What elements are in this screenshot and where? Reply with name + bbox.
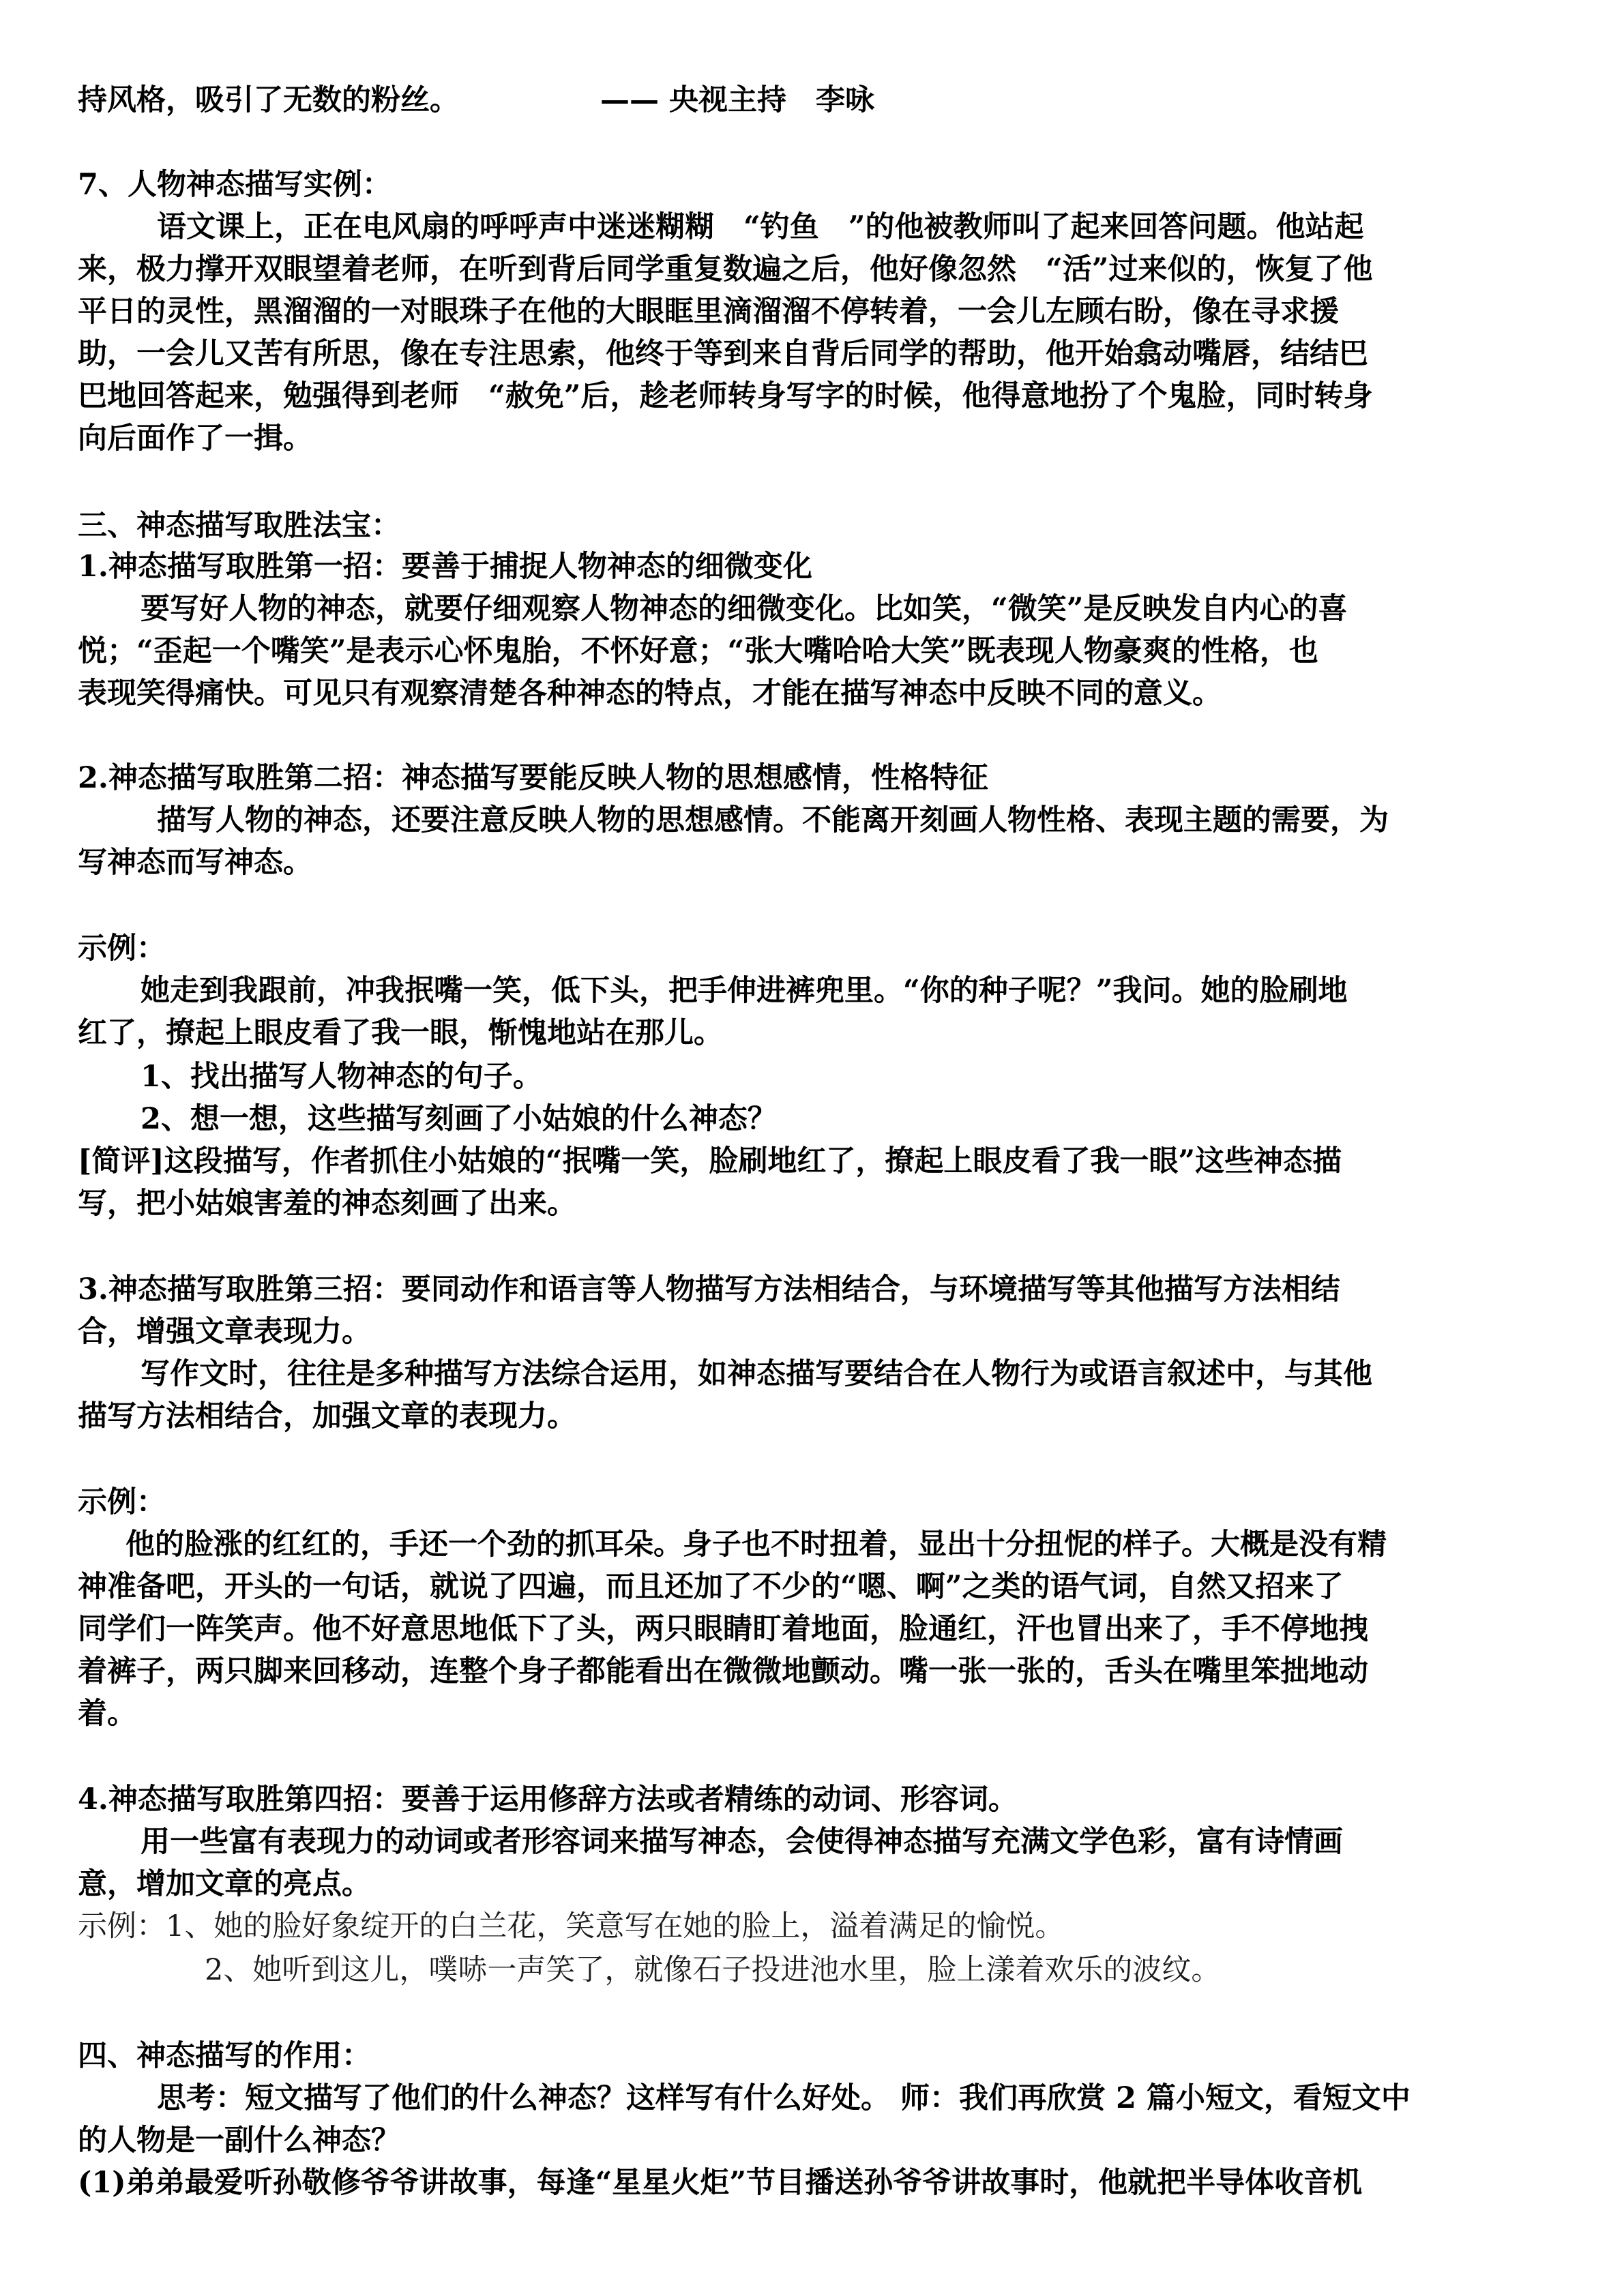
text-line: 示例： — [78, 931, 166, 966]
text-line: 着裤子，两只脚来回移动，连整个身子都能看出在微微地颤动。嘴一张一张的，舌头在嘴里笨拙地动 — [78, 1654, 1368, 1688]
text-line: 巴地回答起来，勉强得到老师 “赦免”后，趁老师转身写字的时候，他得意地扮了个鬼脸，同时转身 — [78, 379, 1373, 413]
text-line: (1)弟弟最爱听孙敬修爷爷讲故事，每逢“星星火炬”节目播送孙爷爷讲故事时，他就把半导体收音机 — [78, 2166, 1363, 2200]
text-line: 着。 — [78, 1697, 136, 1731]
text-line: 7、人物神态描写实例： — [78, 168, 392, 202]
text-line: 1.神态描写取胜第一招：要善于捕捉人物神态的细微变化 — [78, 550, 812, 584]
text-line: 思考：短文描写了他们的什么神态？这样写有什么好处。 师：我们再欣赏 2 篇小短文，看短文中 — [157, 2081, 1411, 2115]
text-line: 神准备吧，开头的一句话，就说了四遍，而且还加了不少的“嗯、啊”之类的语气词，自然又招来了 — [78, 1570, 1344, 1604]
text-line: 示例： — [78, 1485, 166, 1519]
text-line: 他的脸涨的红红的，手还一个劲的抓耳朵。身子也不时扭着，显出十分扭怩的样子。大概是没有精 — [126, 1527, 1387, 1562]
text-line: 4.神态描写取胜第四招：要善于运用修辞方法或者精练的动词、形容词。 — [78, 1783, 1018, 1817]
text-line: 合，增强文章表现力。 — [78, 1315, 371, 1349]
text-line: 语文课上，正在电风扇的呼呼声中迷迷糊糊 “钓鱼 ”的他被教师叫了起来回答问题。他站起 — [157, 210, 1364, 244]
text-line: 1、找出描写人物神态的句子。 — [141, 1060, 542, 1094]
text-line: 示例：1、她的脸好象绽开的白兰花，笑意写在她的脸上，溢着满足的愉悦。 — [78, 1909, 1065, 1943]
text-line: 2、想一想，这些描写刻画了小姑娘的什么神态？ — [141, 1102, 777, 1136]
text-line: 意，增加文章的亮点。 — [78, 1867, 371, 1901]
text-line: 写神态而写神态。 — [78, 846, 312, 880]
text-line: 的人物是一副什么神态？ — [78, 2123, 400, 2158]
text-line: 悦；“歪起一个嘴笑”是表示心怀鬼胎，不怀好意；“张大嘴哈哈大笑”既表现人物豪爽的性格，也 — [78, 634, 1318, 668]
text-line: 2、她听到这儿，噗哧一声笑了，就像石子投进池水里，脸上漾着欢乐的波纹。 — [205, 1953, 1221, 1987]
text-line: 三、神态描写取胜法宝： — [78, 509, 400, 543]
text-line: 写，把小姑娘害羞的神态刻画了出来。 — [78, 1187, 576, 1221]
text-line: 描写方法相结合，加强文章的表现力。 — [78, 1399, 576, 1433]
text-line: 她走到我跟前，冲我抿嘴一笑，低下头，把手伸进裤兜里。“你的种子呢？”我问。她的脸刷地 — [141, 974, 1348, 1008]
text-line: 表现笑得痛快。可见只有观察清楚各种神态的特点，才能在描写神态中反映不同的意义。 — [78, 676, 1222, 711]
text-line: 描写人物的神态，还要注意反映人物的思想感情。不能离开刻画人物性格、表现主题的需要，为 — [157, 803, 1389, 837]
text-line: 红了，撩起上眼皮看了我一眼，惭愧地站在那儿。 — [78, 1016, 723, 1050]
text-line: 平日的灵性，黑溜溜的一对眼珠子在他的大眼眶里滴溜溜不停转着，一会儿左顾右盼，像在寻求援 — [78, 295, 1339, 329]
text-line: 持风格，吸引了无数的粉丝。 — [78, 83, 459, 117]
text-line: 向后面作了一揖。 — [78, 421, 312, 456]
text-line: 2.神态描写取胜第二招：神态描写要能反映人物的思想感情，性格特征 — [78, 761, 988, 795]
text-line: 要写好人物的神态，就要仔细观察人物神态的细微变化。比如笑，“微笑”是反映发自内心的喜 — [141, 592, 1348, 626]
text-line: [简评]这段描写，作者抓住小姑娘的“抿嘴一笑，脸刷地红了，撩起上眼皮看了我一眼”这些神态描 — [78, 1144, 1342, 1178]
text-line: 同学们一阵笑声。他不好意思地低下了头，两只眼睛盯着地面，脸通红，汗也冒出来了，手不停地拽 — [78, 1612, 1368, 1646]
credit-line: —— 央视主持 李咏 — [600, 83, 874, 117]
text-line: 写作文时，往往是多种描写方法综合运用，如神态描写要结合在人物行为或语言叙述中，与其他 — [141, 1357, 1372, 1391]
text-line: 助，一会儿又苦有所思，像在专注思索，他终于等到来自背后同学的帮助，他开始翕动嘴唇，结结巴 — [78, 337, 1368, 371]
text-line: 用一些富有表现力的动词或者形容词来描写神态，会使得神态描写充满文学色彩，富有诗情画 — [141, 1825, 1343, 1859]
text-line: 来，极力撑开双眼望着老师，在听到背后同学重复数遍之后，他好像忽然 “活”过来似的，恢复了他 — [78, 252, 1373, 286]
text-line: 四、神态描写的作用： — [78, 2039, 371, 2073]
text-line: 3.神态描写取胜第三招：要同动作和语言等人物描写方法相结合，与环境描写等其他描写方法相结 — [78, 1272, 1340, 1307]
